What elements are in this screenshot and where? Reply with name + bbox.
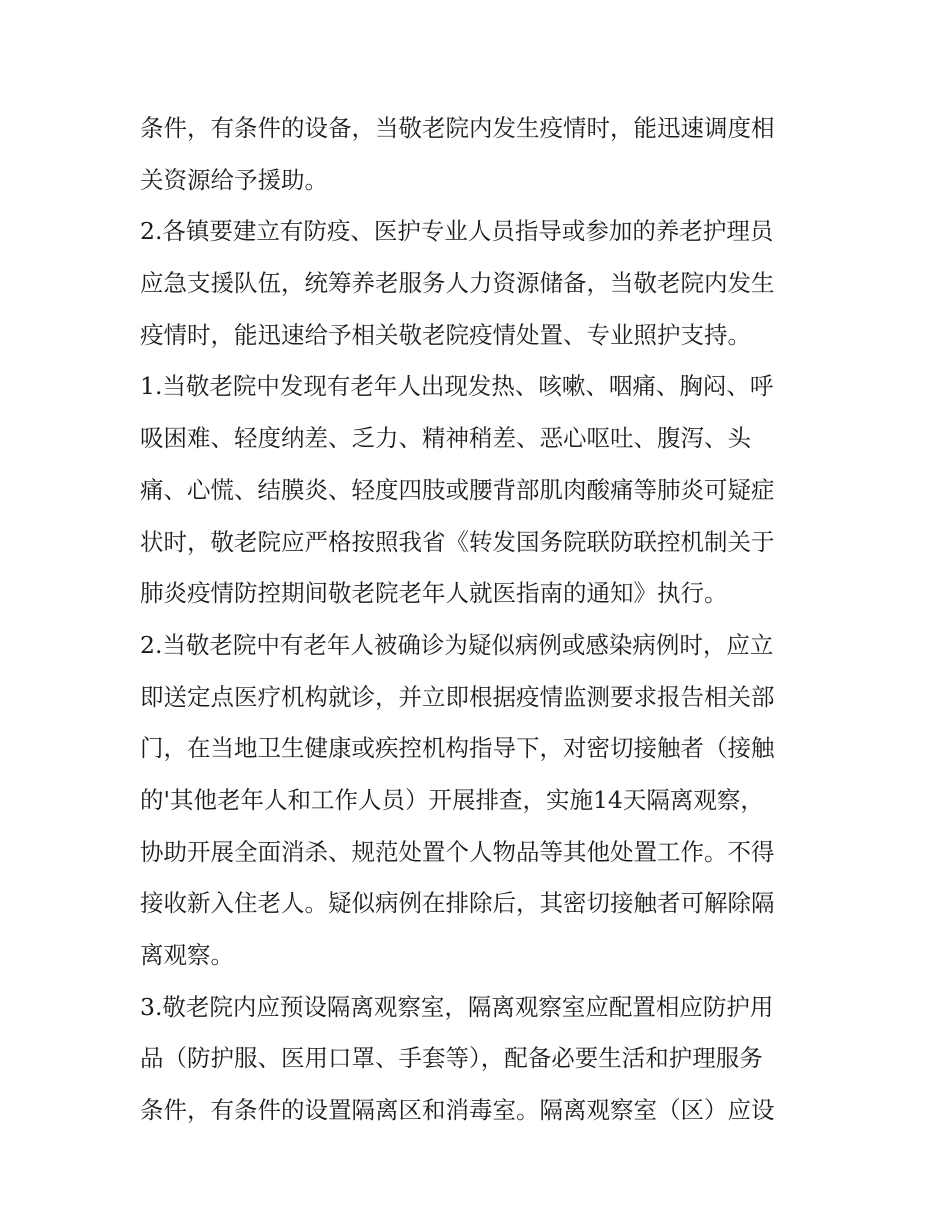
text-line: 肺炎疫情防控期间敬老院老年人就医指南的通知》执行。 [140,579,728,608]
text-line: 状时，敬老院应严格按照我省《转发国务院联防联控机制关于 [140,527,775,556]
text-line: 即送定点医疗机构就诊，并立即根据疫情监测要求报告相关部 [140,682,775,711]
text-line: 的'其他老年人和工作人员）开展排查，实施14天隔离观察， [140,785,764,814]
text-line: 2.当敬老院中有老年人被确诊为疑似病例或感染病例时，应立 [140,630,774,659]
text-line: 条件，有条件的设置隔离区和消毒室。隔离观察室（区）应设 [140,1096,775,1125]
text-line: 接收新入住老人。疑似病例在排除后，其密切接触者可解除隔 [140,889,775,918]
text-line: 3.敬老院内应预设隔离观察室，隔离观察室应配置相应防护用 [140,992,774,1021]
text-line: 协助开展全面消杀、规范处置个人物品等其他处置工作。不得 [140,837,775,866]
text-line: 离观察。 [140,941,234,969]
text-line: 疫情时，能迅速给予相关敬老院疫情处置、专业照护支持。 [140,320,751,349]
text-line: 门，在当地卫生健康或疾控机构指导下，对密切接触者（接触 [140,734,775,763]
text-line: 品（防护服、医用口罩、手套等），配备必要生活和护理服务 [140,1044,763,1073]
body-text [140,103,820,1137]
text-line: 条件，有条件的设备，当敬老院内发生疫情时，能迅速调度相 [140,114,775,142]
text-line: 关资源给予援助。 [140,165,328,194]
text-line: 1.当敬老院中发现有老年人出现发热、咳嗽、咽痛、胸闷、呼 [140,372,774,401]
text-line: 吸困难、轻度纳差、乏力、精神稍差、恶心呕吐、腹泻、头 [140,424,751,453]
text-line: 痛、心慌、结膜炎、轻度四肢或腰背部肌肉酸痛等肺炎可疑症 [140,475,775,504]
text-line: 2.各镇要建立有防疫、医护专业人员指导或参加的养老护理员 [140,217,774,246]
text-line: 应急支援队伍，统筹养老服务人力资源储备，当敬老院内发生 [140,269,775,298]
